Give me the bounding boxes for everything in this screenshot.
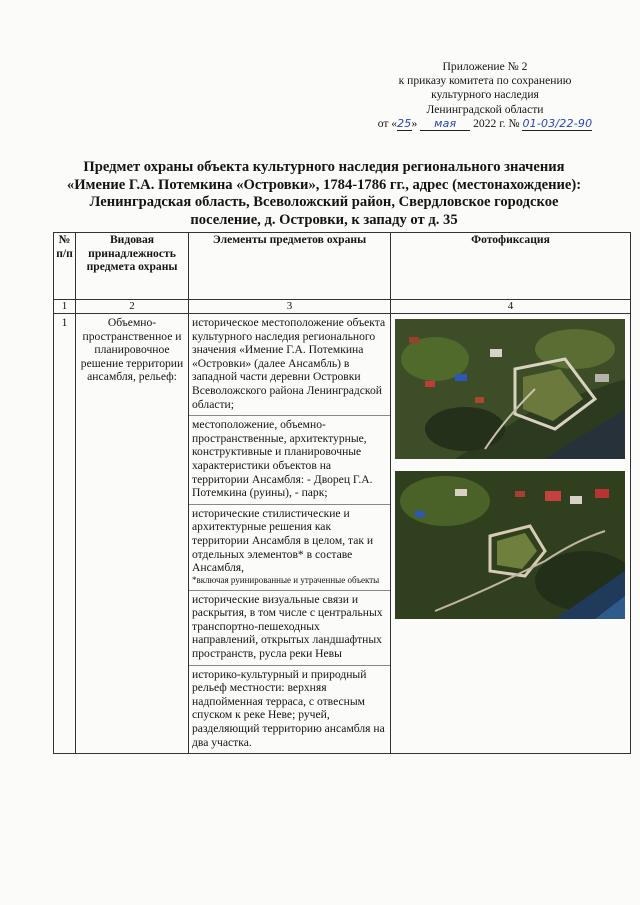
element-footnote: *включая руинированные и утраченные объекты <box>192 574 380 585</box>
aerial-photo-2 <box>395 471 625 619</box>
row-kind: Объемно-пространственное и планировочное решение территории ансамбля, рельеф: <box>76 314 189 754</box>
header-kind: Видовая принадлежность предмета охраны <box>76 233 189 300</box>
table-row <box>54 314 631 754</box>
document-title: Предмет охраны объекта культурного наследия регионального значения «Имение Г.А. Потемкина «Островки», 1784-1786 гг., адрес (местонахождение): Ленинградская область, Всеволожский район, Свердловское городское поселение, д. Островки, к западу от д. 35 <box>66 159 582 228</box>
row-elements <box>189 314 391 754</box>
column-number: 4 <box>391 300 631 314</box>
row-number: 1 <box>54 314 76 754</box>
aerial-photo-1 <box>395 319 625 459</box>
date-mid: » <box>411 116 418 130</box>
protection-table <box>53 232 631 754</box>
appendix-line: культурного наследия <box>431 88 539 102</box>
element-item: местоположение, объемно-пространственные, архитектурные, конструктивные и планировочные характеристики объектов на территории Ансамбля: - Дворец Г.А. Потемкина (руины), - парк; <box>189 416 390 505</box>
column-number: 2 <box>76 300 189 314</box>
order-date-line <box>360 117 610 131</box>
element-item: историко-культурный и природный рельеф местности: верхняя надпойменная терраса, с отвесным спуском к реке Неве; ручей, разделяющий территорию ансамбля на два участка. <box>192 667 385 749</box>
date-prefix: от « <box>377 116 398 130</box>
element-item: историческое местоположение объекта культурного наследия регионального значения «Имение Г.А. Потемкина «Островки» (далее Ансамбль) в западной части деревни Островки Всеволожского района Ленинградской области; <box>189 314 390 416</box>
appendix-line: к приказу комитета по сохранению <box>398 74 572 88</box>
handwritten-order-number: 01-03/22-90 <box>522 116 593 130</box>
appendix-line: Приложение № 2 <box>442 60 528 73</box>
date-year: 2022 г. № <box>473 116 520 130</box>
table-header-row <box>54 233 631 300</box>
column-number: 1 <box>54 300 76 314</box>
row-photos <box>391 314 631 754</box>
element-item <box>189 505 390 591</box>
header-elements: Элементы предметов охраны <box>189 233 391 300</box>
handwritten-month: мая <box>420 118 470 131</box>
handwritten-day: 25 <box>397 116 412 130</box>
header-number: № п/п <box>54 233 76 300</box>
appendix-line: Ленинградской области <box>426 102 544 116</box>
appendix-header <box>360 60 610 131</box>
element-text: исторические стилистические и архитектурные решения как территории Ансамбля в целом, так и отдельных элементов* в составе Ансамбля, <box>192 506 374 575</box>
header-photo: Фотофиксация <box>391 233 631 300</box>
column-number: 3 <box>189 300 391 314</box>
column-number-row <box>54 300 631 314</box>
element-item: исторические визуальные связи и раскрытия, в том числе с центральных транспортно-пешеходных направлений, открытых ландшафтных пространств, русла реки Невы <box>189 591 390 666</box>
